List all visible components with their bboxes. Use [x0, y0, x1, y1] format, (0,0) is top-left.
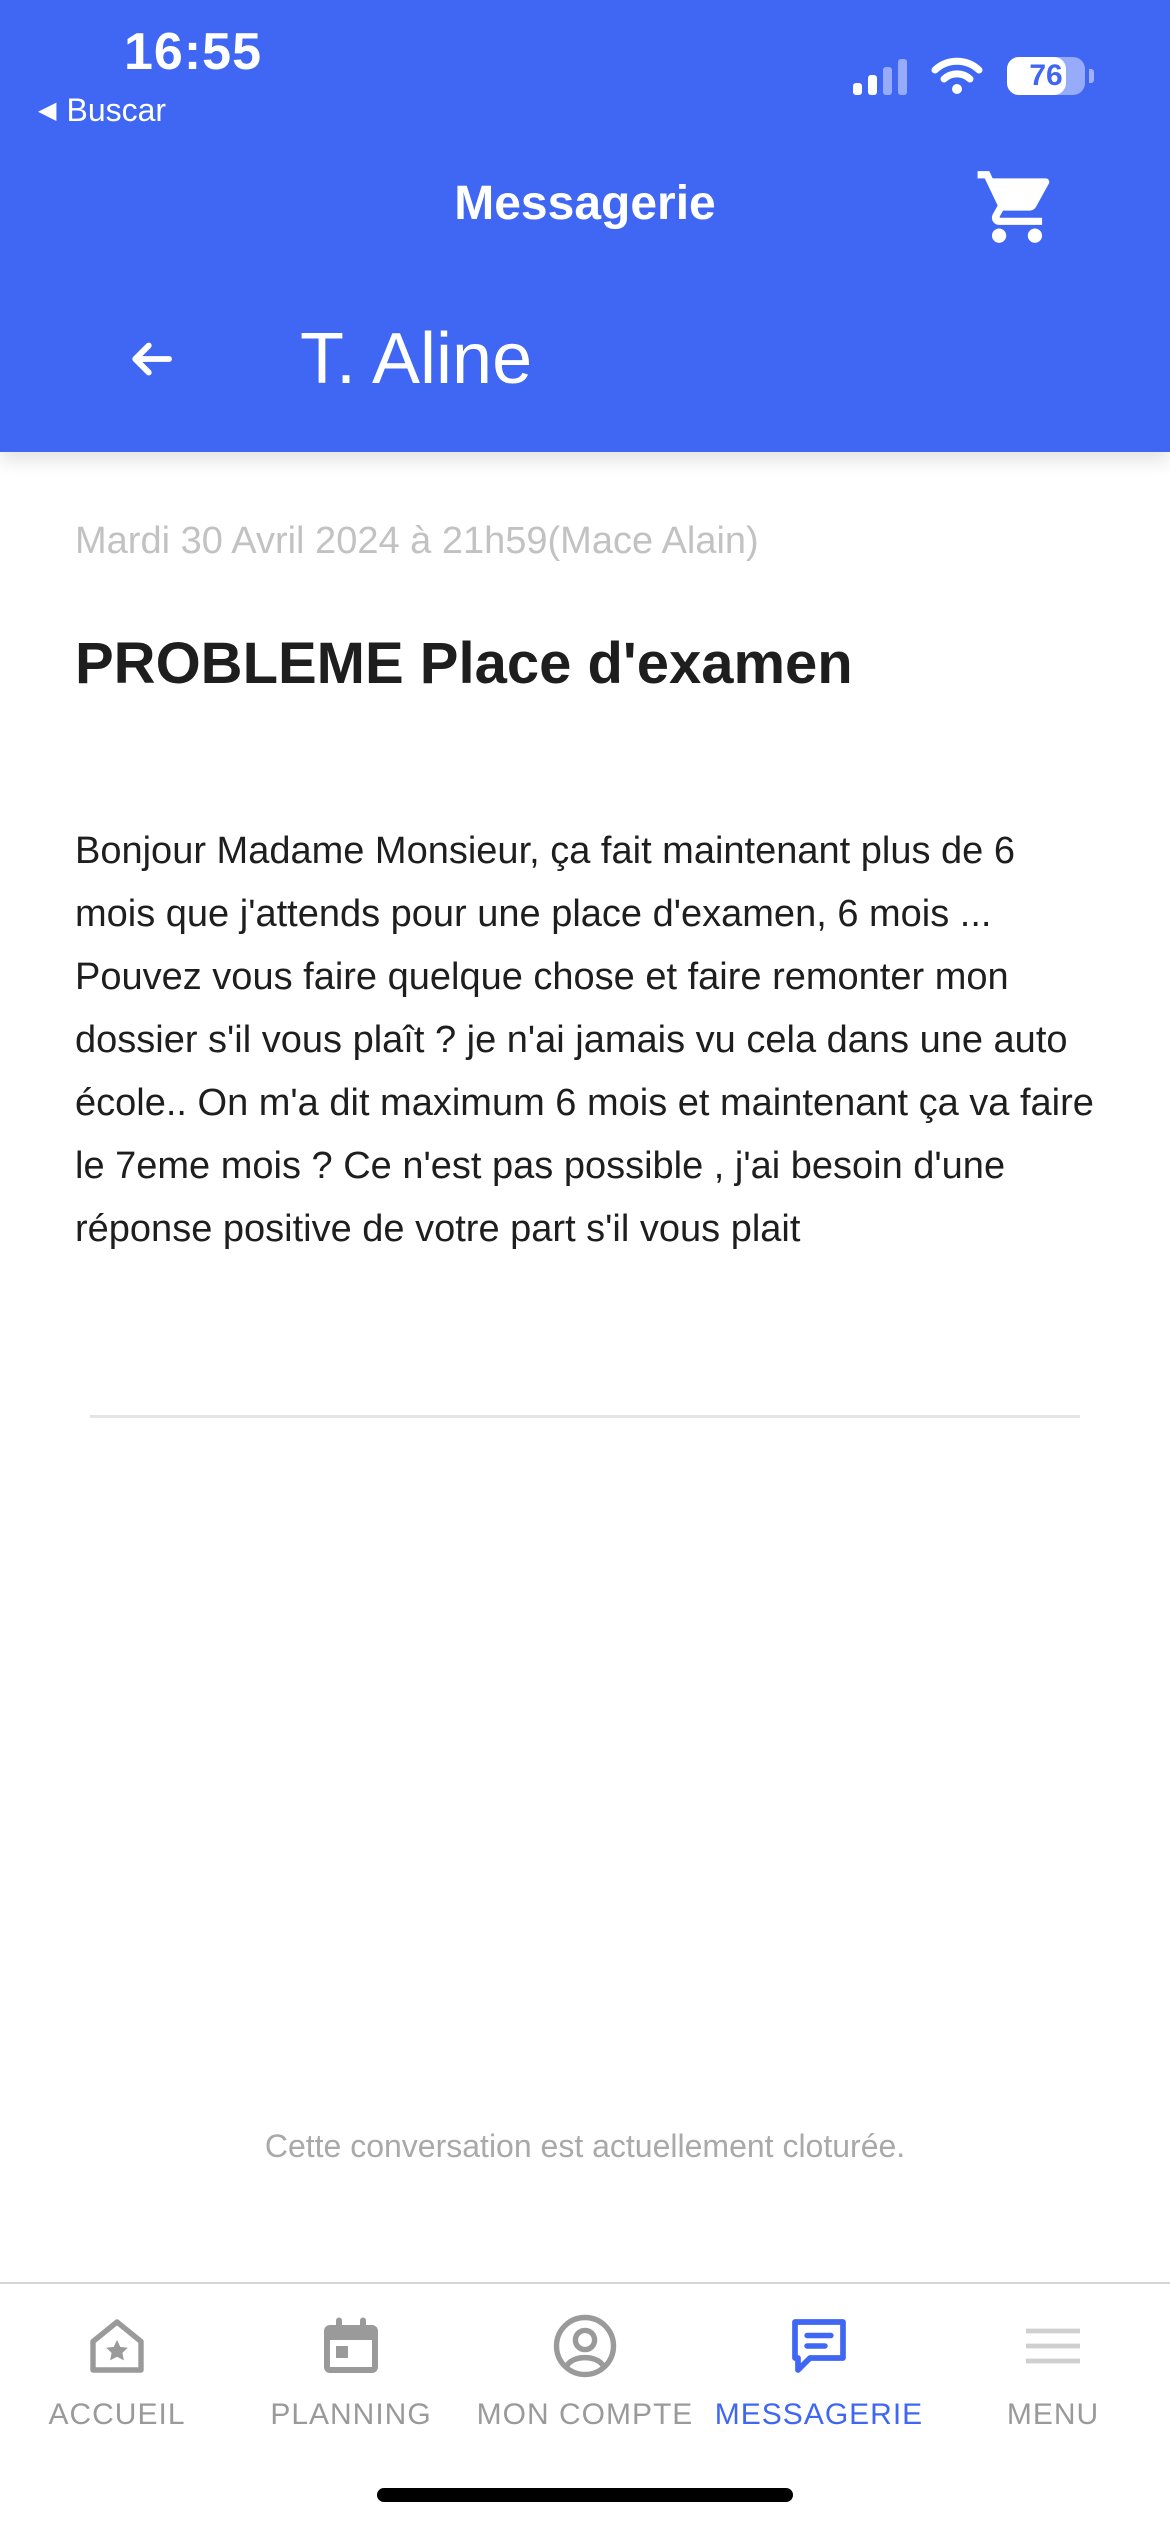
back-arrow-icon[interactable]: [124, 332, 178, 386]
nav-label: ACCUEIL: [48, 2398, 186, 2431]
message-icon: [783, 2310, 855, 2382]
status-icons: [853, 56, 1094, 96]
account-icon: [549, 2310, 621, 2382]
wifi-icon: [931, 56, 983, 96]
nav-label: PLANNING: [270, 2398, 432, 2431]
conversation-title: T. Aline: [300, 319, 533, 399]
back-app-label: Buscar: [66, 92, 167, 128]
message-body: Bonjour Madame Monsieur, ça fait maintenant plus de 6 mois que j'attends pour une place d'examen, 6 mois ... Pouvez vous faire quelque chose et faire remonter mon dossier s'il vous plaît ? je n'ai jamais vu cela dans une auto école.. On m'a dit maximum 6 mois et maintenant ça va faire le 7eme mois ? Ce n'est pas possible , j'ai besoin d'une réponse positive de votre part s'il vous plait: [75, 830, 1094, 1250]
divider: [90, 1415, 1080, 1418]
app-header: [0, 0, 1170, 452]
signal-icon: [853, 57, 907, 95]
calendar-icon: [315, 2310, 387, 2382]
nav-accueil[interactable]: [0, 2284, 234, 2454]
battery-percent: 76: [1029, 59, 1063, 92]
nav-label: MENU: [1006, 2398, 1100, 2431]
home-indicator: [377, 2488, 793, 2502]
nav-label: MON COMPTE: [476, 2398, 694, 2431]
menu-icon: [1017, 2310, 1089, 2382]
nav-mon-compte[interactable]: [468, 2284, 702, 2454]
nav-planning[interactable]: [234, 2284, 468, 2454]
home-icon: [81, 2310, 153, 2382]
cart-icon[interactable]: [974, 164, 1060, 250]
nav-label: MESSAGERIE: [714, 2398, 924, 2431]
battery-icon: [1007, 57, 1085, 95]
back-triangle-icon: ◀: [38, 97, 57, 124]
status-time: 16:55: [124, 23, 262, 81]
conversation-closed-note: Cette conversation est actuellement cloturée.: [264, 2128, 906, 2164]
message-subject: PROBLEME Place d'examen: [75, 631, 853, 696]
nav-menu[interactable]: [936, 2284, 1170, 2454]
back-to-app-link[interactable]: [38, 92, 166, 129]
nav-messagerie[interactable]: [702, 2284, 936, 2454]
page-title: Messagerie: [454, 177, 716, 230]
message-meta: Mardi 30 Avril 2024 à 21h59(Mace Alain): [75, 520, 759, 562]
